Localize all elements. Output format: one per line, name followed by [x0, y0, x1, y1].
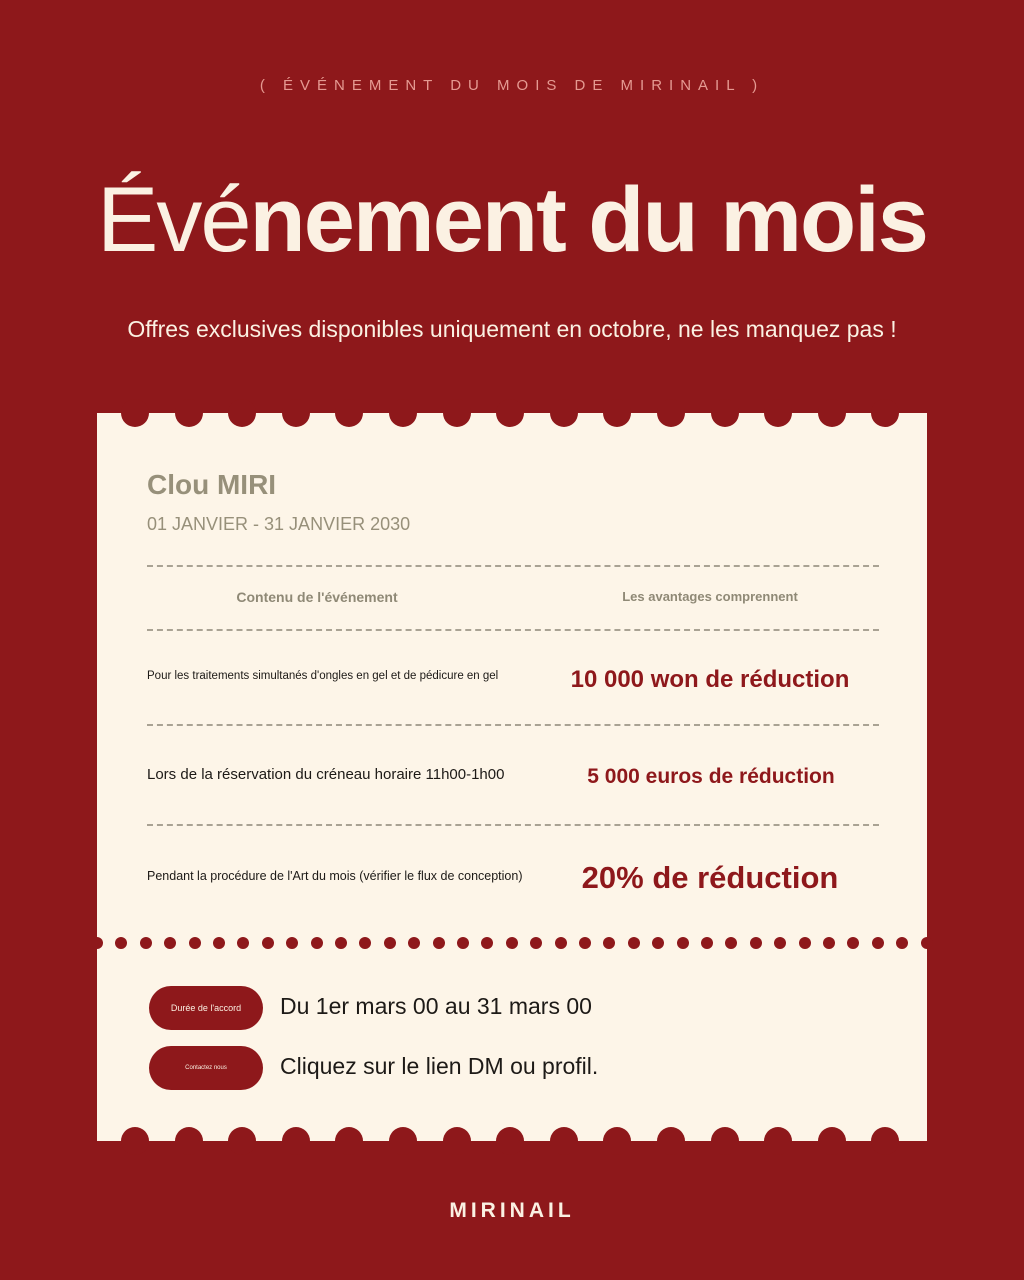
- perforation-dot: [750, 937, 762, 949]
- title-bold-part: nement du mois: [249, 169, 927, 271]
- divider: [147, 724, 879, 726]
- column-header-benefits: Les avantages comprennent: [622, 589, 798, 604]
- scallop-dot: [550, 399, 578, 427]
- scallop-dot: [335, 399, 363, 427]
- perforation-dot: [164, 937, 176, 949]
- scallop-dot: [818, 1127, 846, 1155]
- perforation-dot: [457, 937, 469, 949]
- offer-row-description: Pour les traitements simultanés d'ongles en gel et de pédicure en gel: [147, 670, 499, 682]
- perforation-dot: [677, 937, 689, 949]
- offer-row-description: Pendant la procédure de l'Art du mois (vérifier le flux de conception): [147, 869, 523, 883]
- divider: [147, 565, 879, 567]
- scallop-dot: [657, 399, 685, 427]
- perforation-dot: [262, 937, 274, 949]
- scallop-dot: [175, 399, 203, 427]
- scallop-dot: [228, 399, 256, 427]
- scallop-dot: [871, 1127, 899, 1155]
- perforation-dot: [896, 937, 908, 949]
- contact-text: Cliquez sur le lien DM ou profil.: [280, 1053, 599, 1079]
- perforation-dot: [481, 937, 493, 949]
- page-subtitle: Offres exclusives disponibles uniquement en octobre, ne les manquez pas !: [127, 316, 897, 342]
- agreement-duration-text: Du 1er mars 00 au 31 mars 00: [280, 993, 592, 1019]
- scallop-dot: [764, 1127, 792, 1155]
- contact-us-button[interactable]: Contactez nous: [149, 1046, 263, 1090]
- scallop-dot: [228, 1127, 256, 1155]
- page-title: [0, 168, 1024, 274]
- perforation-dot: [823, 937, 835, 949]
- perforation-dot: [628, 937, 640, 949]
- perforation-dot: [872, 937, 884, 949]
- perforation-dot: [359, 937, 371, 949]
- perforation-dot: [701, 937, 713, 949]
- ticket-bottom-scallop: [97, 1127, 927, 1155]
- perforation-dot: [189, 937, 201, 949]
- scallop-dot: [121, 1127, 149, 1155]
- scallop-dot: [818, 399, 846, 427]
- perforation-dot: [921, 937, 933, 949]
- agreement-duration-badge: Durée de l'accord: [149, 986, 263, 1030]
- shop-name: Clou MIRI: [147, 469, 277, 500]
- title-light-part: Évé: [97, 169, 250, 271]
- scallop-dot: [389, 1127, 417, 1155]
- column-header-content: Contenu de l'événement: [236, 589, 398, 605]
- perforation-dot: [799, 937, 811, 949]
- scallop-dot: [603, 1127, 631, 1155]
- scallop-dot: [496, 1127, 524, 1155]
- scallop-dot: [603, 399, 631, 427]
- scallop-dot: [282, 1127, 310, 1155]
- coupon-ticket: [97, 413, 927, 1141]
- perforation-dot: [286, 937, 298, 949]
- scallop-dot: [335, 1127, 363, 1155]
- perforation-dot: [652, 937, 664, 949]
- perforation-dot: [335, 937, 347, 949]
- scallop-dot: [657, 1127, 685, 1155]
- scallop-dot: [550, 1127, 578, 1155]
- scallop-dot: [496, 399, 524, 427]
- scallop-dot: [389, 399, 417, 427]
- offer-row-discount: 20% de réduction: [581, 860, 839, 895]
- scallop-dot: [121, 399, 149, 427]
- perforation-dot: [506, 937, 518, 949]
- perforation-dot: [847, 937, 859, 949]
- offer-row-discount: 5 000 euros de réduction: [587, 765, 835, 788]
- perforation-dot: [311, 937, 323, 949]
- perforation-dot: [115, 937, 127, 949]
- perforation-dot: [213, 937, 225, 949]
- scallop-dot: [175, 1127, 203, 1155]
- perforation-dot: [237, 937, 249, 949]
- event-kicker: ( ÉVÉNEMENT DU MOIS DE MIRINAIL ): [259, 77, 765, 94]
- scallop-dot: [871, 399, 899, 427]
- scallop-dot: [764, 399, 792, 427]
- perforation-dot: [384, 937, 396, 949]
- divider: [147, 824, 879, 826]
- offer-row-description: Lors de la réservation du créneau horaire 11h00-1h00: [147, 766, 505, 783]
- offer-row-discount: 10 000 won de réduction: [570, 666, 850, 693]
- scallop-dot: [711, 1127, 739, 1155]
- perforation-dot: [774, 937, 786, 949]
- event-dates: 01 JANVIER - 31 JANVIER 2030: [147, 514, 411, 534]
- perforation-dot: [408, 937, 420, 949]
- perforation-dot: [530, 937, 542, 949]
- scallop-dot: [711, 399, 739, 427]
- scallop-dot: [443, 1127, 471, 1155]
- perforation-line: [91, 937, 933, 949]
- perforation-dot: [555, 937, 567, 949]
- divider: [147, 629, 879, 631]
- perforation-dot: [725, 937, 737, 949]
- perforation-dot: [433, 937, 445, 949]
- brand-logo: MIRINAIL: [449, 1199, 575, 1222]
- perforation-dot: [91, 937, 103, 949]
- perforation-dot: [603, 937, 615, 949]
- ticket-top-scallop: [97, 399, 927, 427]
- perforation-dot: [579, 937, 591, 949]
- scallop-dot: [443, 399, 471, 427]
- scallop-dot: [282, 399, 310, 427]
- perforation-dot: [140, 937, 152, 949]
